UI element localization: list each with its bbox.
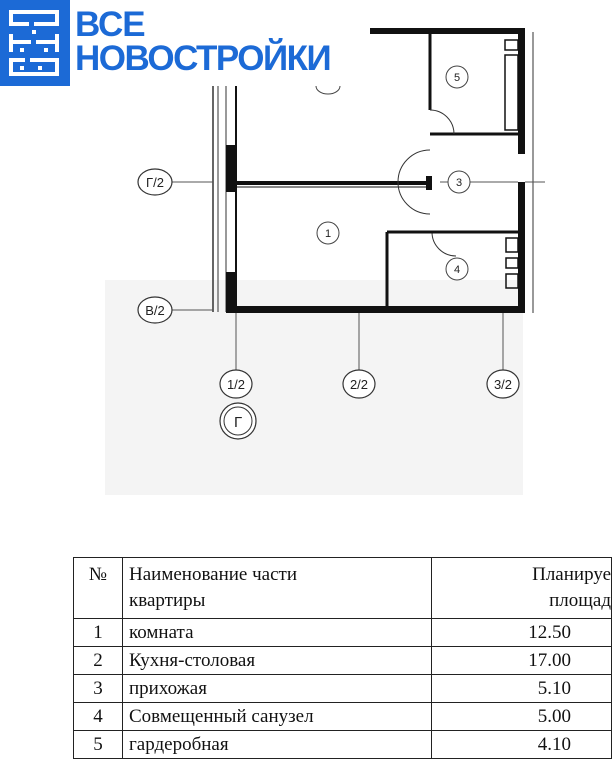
room-marker-5 [446, 66, 468, 88]
header-name-line-2: квартиры [129, 590, 206, 611]
room-number-3: 3 [455, 177, 463, 189]
header-area [432, 558, 612, 619]
axis-marker-3 [487, 370, 519, 398]
logo-line-1: ВСЕ [75, 5, 145, 44]
row-number: 3 [74, 675, 123, 703]
row-number: 2 [74, 647, 123, 675]
axis-marker-2 [343, 370, 375, 398]
row-name: гардеробная [123, 731, 432, 759]
axis-label-v2: В/2 [145, 303, 165, 318]
row-area: 5.00 [432, 703, 612, 731]
table-row [74, 619, 612, 647]
axis-label-2: 2/2 [349, 377, 369, 392]
row-area: 17.00 [432, 647, 612, 675]
bottom-wall [226, 306, 518, 313]
row-name: Кухня-столовая [123, 647, 432, 675]
door-swings [398, 150, 456, 256]
header-area-line-1: Планируе [532, 564, 611, 585]
partial-room-marker [316, 86, 340, 94]
header-name-line-1: Наименование части [129, 564, 298, 585]
room-number-5: 5 [453, 72, 461, 84]
table-row [74, 675, 612, 703]
room-number-1: 1 [324, 228, 332, 240]
logo-mark-icon [0, 0, 70, 86]
row-name: прихожая [123, 675, 432, 703]
logo-wordmark [75, 5, 331, 78]
header-number: № [74, 558, 123, 619]
section-marker [220, 403, 256, 439]
header-area-line-2: площад [549, 590, 611, 611]
row-number: 5 [74, 731, 123, 759]
row-number: 1 [74, 619, 123, 647]
axis-label-3: 3/2 [493, 377, 513, 392]
table-header-row [74, 558, 612, 619]
row-area: 5.10 [432, 675, 612, 703]
rooms-table [73, 557, 612, 759]
room-marker-3 [448, 171, 470, 193]
room-marker-4 [446, 258, 468, 280]
header-name [123, 558, 432, 619]
row-name: Совмещенный санузел [123, 703, 432, 731]
section-label: Г [233, 414, 243, 431]
left-wall [213, 86, 236, 312]
room-number-4: 4 [453, 264, 461, 276]
row-area: 4.10 [432, 731, 612, 759]
axis-marker-1 [220, 370, 252, 398]
axis-marker-g2 [138, 169, 172, 195]
axis-label-1: 1/2 [226, 377, 246, 392]
room-partition [236, 176, 432, 190]
row-name: комната [123, 619, 432, 647]
logo-line-2: НОВОСТРОЙКИ [75, 39, 331, 78]
axis-label-g2: Г/2 [146, 175, 164, 190]
table-row [74, 703, 612, 731]
table-row [74, 731, 612, 759]
axis-marker-v2 [138, 297, 172, 323]
room-marker-1 [317, 222, 339, 244]
row-area: 12.50 [432, 619, 612, 647]
row-number: 4 [74, 703, 123, 731]
right-wall [518, 32, 533, 313]
site-logo[interactable] [0, 0, 370, 86]
room-5-walls [430, 34, 518, 134]
top-wall [370, 28, 525, 34]
table-row [74, 647, 612, 675]
